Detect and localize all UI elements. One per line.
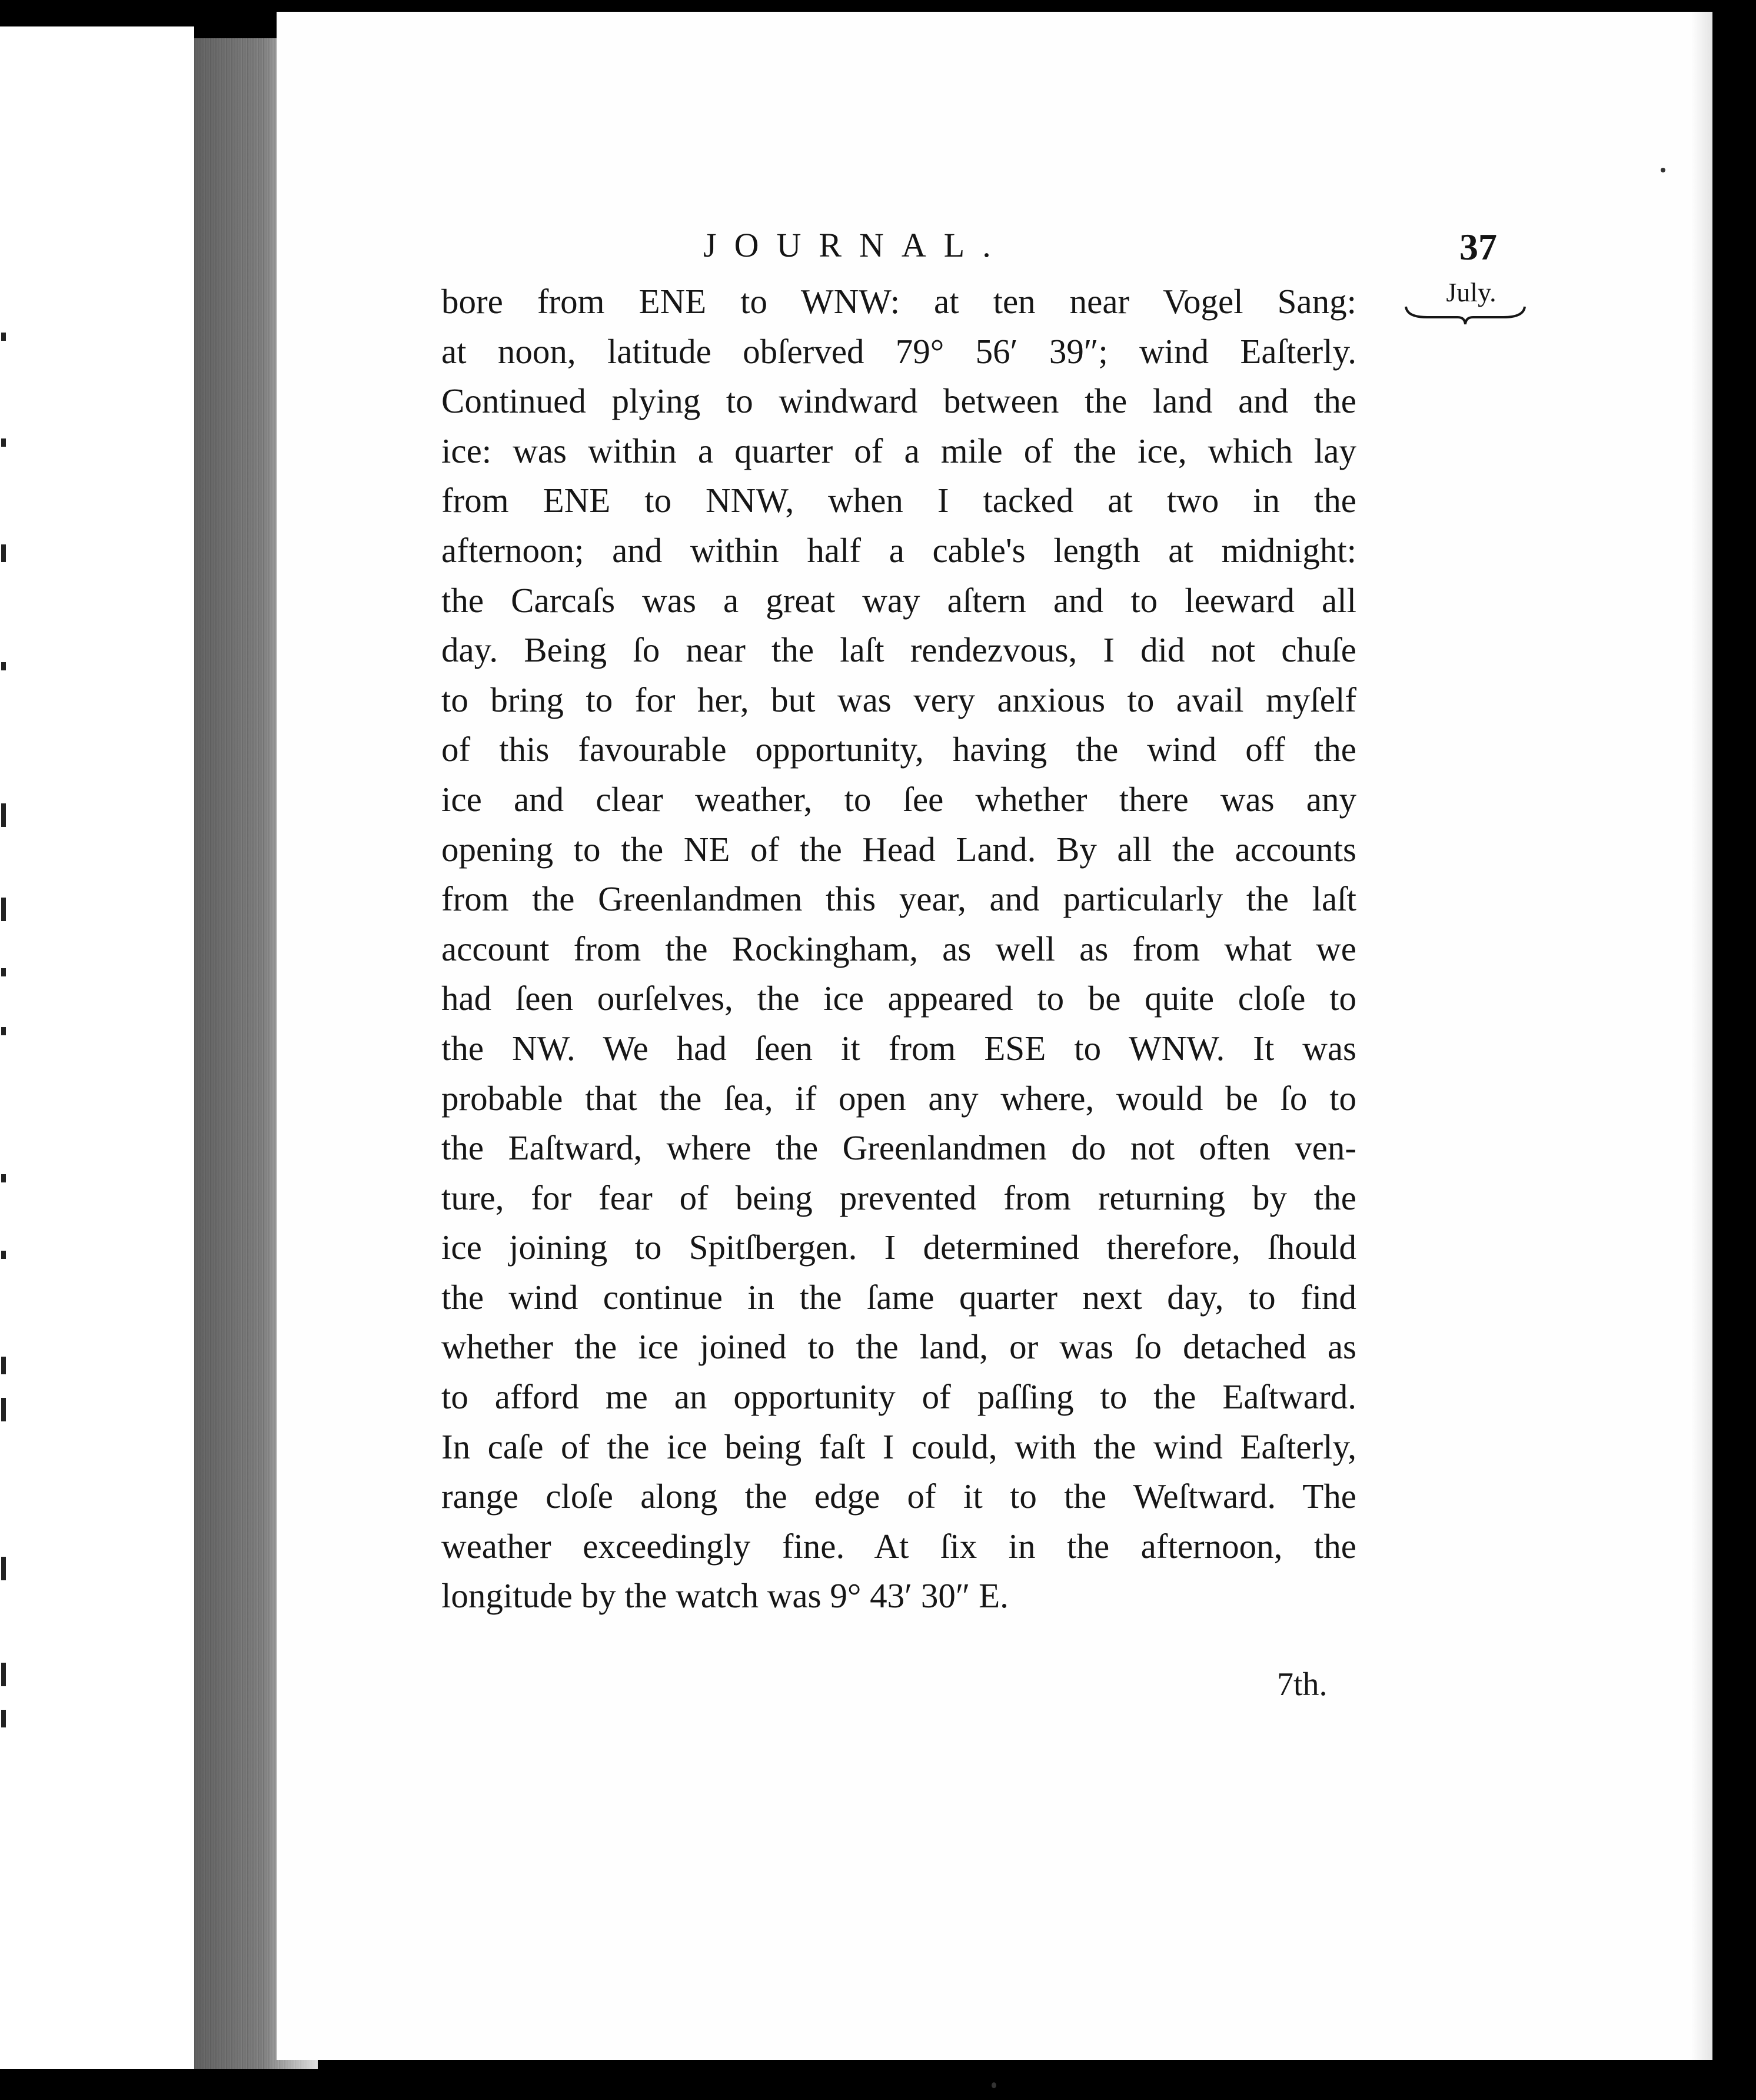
text-line: account from the Rockingham, as well as from what we: [441, 929, 1356, 968]
page-edge-shadow: [1691, 12, 1712, 2060]
text-line: afternoon; and within half a cable's length at midnight:: [441, 530, 1356, 570]
margin-note-date: July.: [1446, 277, 1496, 307]
text-line: of this favourable opportunity, having the wind off the: [441, 730, 1356, 769]
catchword: 7th.: [1277, 1666, 1328, 1703]
running-head: JOURNAL.: [703, 226, 1009, 264]
journal-body-text: [441, 277, 1356, 1621]
text-line: ice joining to Spitſbergen. I determined therefore, ſhould: [441, 1228, 1356, 1267]
text-line: ture, for fear of being prevented from returning by the: [441, 1178, 1356, 1217]
left-page-bleed-marks: [0, 26, 12, 2069]
text-line: at noon, latitude obſerved 79° 56′ 39″; wind Eaſterly.: [441, 331, 1356, 371]
text-line: the wind continue in the ſame quarter next day, to find: [441, 1277, 1356, 1317]
text-line: Continued plying to windward between the land and the: [441, 381, 1356, 421]
margin-brace-icon: [1404, 303, 1527, 327]
text-line: from the Greenlandmen this year, and particularly the laſt: [441, 879, 1356, 919]
text-line: had ſeen ourſelves, the ice appeared to be quite cloſe to: [441, 979, 1356, 1018]
text-line: the Carcaſs was a great way aſtern and to leeward all: [441, 580, 1356, 620]
text-line: bore from ENE to WNW: at ten near Vogel Sang:: [441, 282, 1356, 321]
text-line: day. Being ſo near the laſt rendezvous, I did not chuſe: [441, 630, 1356, 670]
text-line: to afford me an opportunity of paſſing to the Eaſtward.: [441, 1377, 1356, 1417]
left-page-edge: [0, 26, 194, 2069]
text-line: to bring to for her, but was very anxious to avail myſelf: [441, 680, 1356, 719]
text-line: ice: was within a quarter of a mile of the ice, which lay: [441, 431, 1356, 470]
text-line: longitude by the watch was 9° 43′ 30″ E.: [441, 1576, 1009, 1616]
text-line: probable that the ſea, if open any where, would be ſo to: [441, 1078, 1356, 1118]
page-number: 37: [1459, 226, 1497, 268]
text-line: whether the ice joined to the land, or was ſo detached as: [441, 1327, 1356, 1367]
paper-speck: [1661, 168, 1665, 172]
text-line: In caſe of the ice being faſt I could, with the wind Eaſterly,: [441, 1427, 1356, 1466]
text-line: opening to the NE of the Head Land. By all the accounts: [441, 829, 1356, 869]
text-line: the NW. We had ſeen it from ESE to WNW. It was: [441, 1028, 1356, 1068]
text-line: ice and clear weather, to ſee whether there was any: [441, 779, 1356, 819]
paper-speck: [992, 2082, 996, 2088]
text-line: the Eaſtward, where the Greenlandmen do not often ven-: [441, 1128, 1356, 1168]
text-line: from ENE to NNW, when I tacked at two in the: [441, 481, 1356, 520]
text-line: weather exceedingly fine. At ſix in the afternoon, the: [441, 1526, 1356, 1566]
text-line: range cloſe along the edge of it to the Weſtward. The: [441, 1477, 1356, 1516]
